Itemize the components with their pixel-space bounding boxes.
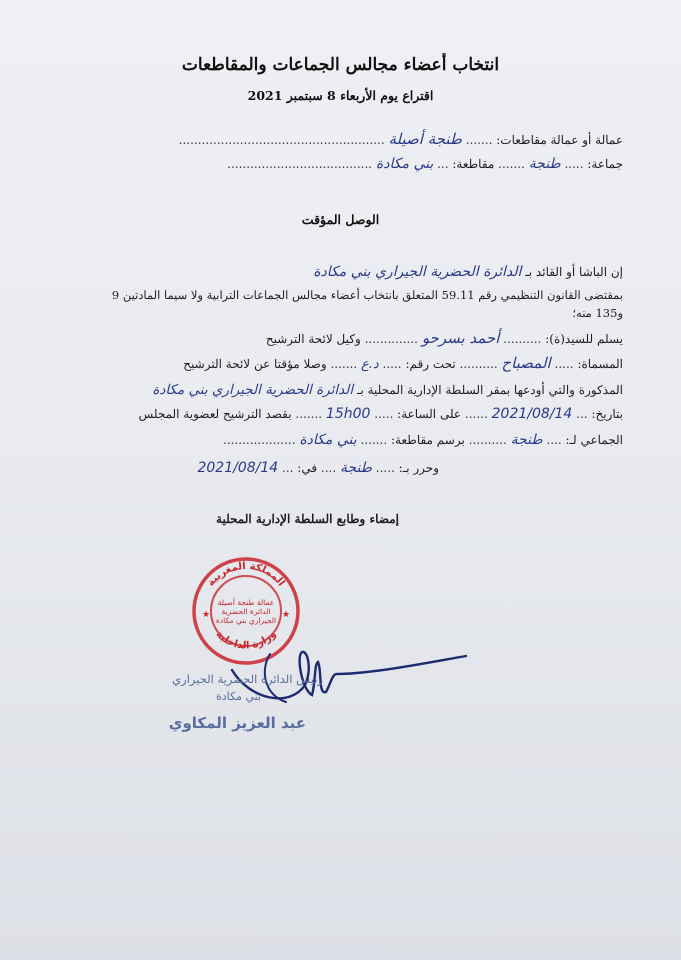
- commune-row: جماعة: ..... طنجة ....... مقاطعة: ... بني مكادة ......................................: [227, 156, 623, 172]
- time-label: على الساعة:: [397, 407, 462, 421]
- body-line-1: [313, 264, 623, 280]
- body-line-4: يسلم للسيد(ة): .......... أحمد بسرحو .............. وكيل لائحة الترشيح: [265, 329, 623, 347]
- official-place: بني مكادة: [215, 690, 261, 703]
- council-district-value: بني مكادة: [299, 432, 357, 448]
- receipt-title: الوصل المؤقت: [301, 212, 380, 227]
- council-label: الجماعي لـ:: [565, 433, 623, 447]
- list-name-label: المسماة:: [577, 357, 623, 371]
- district-value: بني مكادة: [375, 156, 434, 172]
- stamp-line-2: الدائرة الحضرية: [221, 607, 271, 616]
- issued-date: 2021/08/14: [197, 460, 279, 476]
- deposit-label: المذكورة والتي أودعها بمقر السلطة الإدارية المحلية بـ: [356, 383, 623, 397]
- prefecture-value: طنجة أصيلة: [388, 130, 462, 148]
- deposit-value: الدائرة الحضرية الجيراري بني مكادة: [152, 382, 354, 398]
- body-line-8: الجماعي لـ: .... طنجة .......... برسم مقاطعة: ....... بني مكادة ...................: [223, 432, 623, 448]
- date-value: 2021/08/14: [491, 406, 573, 422]
- body-line-5: المسماة: ..... المصباح .......... تحت رقم: ..... د.ع ....... وصلا مؤقتا عن لائحة الترشيح: [183, 354, 623, 372]
- body-line-7: بتاريخ: ... 2021/08/14 ...... على الساعة: ..... 15h00 ....... بقصد الترشيح لعضوية المجلس: [138, 406, 623, 422]
- commune-value: طنجة: [528, 156, 561, 172]
- issued-label: وحرر بـ:: [398, 461, 439, 475]
- list-number-label: تحت رقم:: [405, 357, 456, 371]
- issued-date-label: في:: [297, 461, 318, 475]
- recipient-value: أحمد بسرحو: [421, 329, 500, 347]
- stamp-star-icon: ★: [282, 610, 291, 620]
- district-label: مقاطعة:: [452, 157, 495, 171]
- body-line-6: [152, 382, 623, 398]
- body-line-3: و135 منه؛: [572, 306, 623, 320]
- stamp-star-icon: ★: [202, 610, 211, 620]
- svg-text:المملكة المغربية: [206, 561, 287, 589]
- body-line-9: وحرر بـ: ..... طنجة .... في: ... 2021/08/14: [197, 460, 439, 476]
- authority-value: الدائرة الحضرية الجيراري بني مكادة: [313, 264, 522, 280]
- council-district-label: برسم مقاطعة:: [391, 433, 465, 447]
- prefecture-label: عمالة أو عمالة مقاطعات:: [496, 133, 623, 147]
- time-value: 15h00: [325, 406, 371, 422]
- authority-label: إن الباشا أو القائد بـ: [525, 265, 623, 279]
- body-line-2: بمقتضى القانون التنظيمي رقم 59.11 المتعلق بانتخاب أعضاء مجالس الجماعات الترابية ولا سيما المادتين 9: [111, 288, 623, 302]
- date-label: بتاريخ:: [591, 407, 623, 421]
- signature-label: إمضاء وطابع السلطة الإدارية المحلية: [216, 512, 399, 526]
- official-name: عبد العزيز المكاوي: [168, 714, 306, 732]
- commune-label: جماعة:: [587, 157, 623, 171]
- page-subtitle: اقتراع يوم الأربعاء 8 سبتمبر 2021: [247, 88, 434, 103]
- recipient-label: يسلم للسيد(ة):: [545, 332, 623, 346]
- official-role: رئيس الدائرة الحضرية الجيراري: [172, 672, 323, 686]
- list-name-value: المصباح: [501, 354, 551, 372]
- candidacy-label: بقصد الترشيح لعضوية المجلس: [138, 407, 292, 421]
- page-title: انتخاب أعضاء مجالس الجماعات والمقاطعات: [181, 55, 500, 75]
- stamp-bottom-text: وزارة الداخلية: [213, 629, 279, 652]
- stamp-top-text: المملكة المغربية: [205, 560, 287, 589]
- list-number-tail: وصلا مؤقتا عن لائحة الترشيح: [183, 357, 327, 371]
- stamp-line-1: عمالة طنجة أصيلة: [217, 598, 275, 607]
- list-number-value: د.ع: [361, 357, 379, 372]
- prefecture-row: عمالة أو عمالة مقاطعات: ....... طنجة أصيلة ......................................................: [178, 130, 623, 148]
- issued-place: طنجة: [340, 460, 372, 476]
- recipient-tail: وكيل لائحة الترشيح: [265, 332, 361, 346]
- stamp-line-3: الجيراري بني مكادة: [215, 616, 277, 625]
- council-value: طنجة: [510, 432, 543, 448]
